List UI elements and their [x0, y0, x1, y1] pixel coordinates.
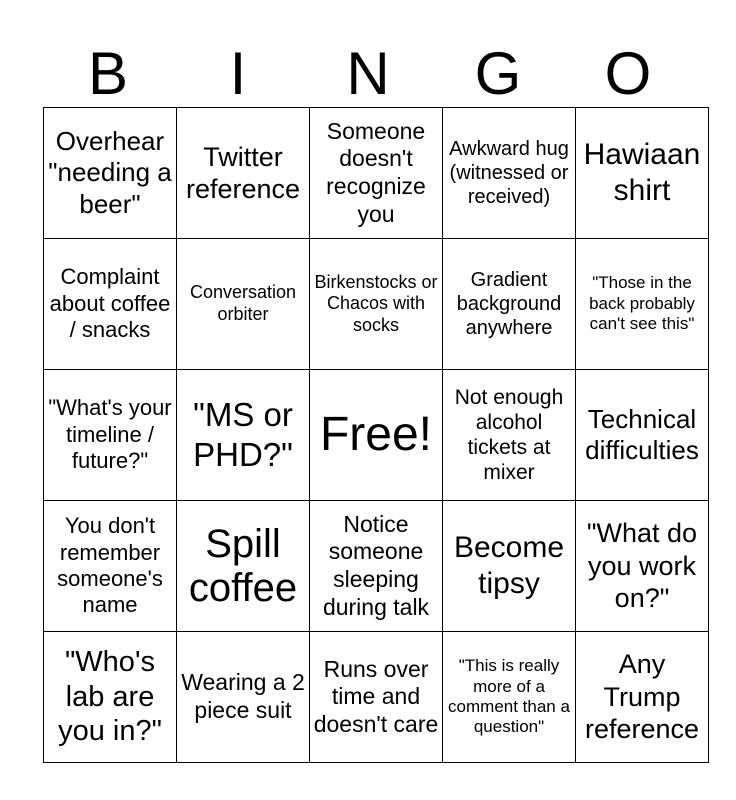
bingo-cell: "Who's lab are you in?" [44, 632, 177, 763]
grid-row [44, 632, 709, 763]
bingo-cell: Runs over time and doesn't care [310, 632, 443, 763]
bingo-cell: Technical difficulties [576, 370, 709, 501]
grid-row [44, 108, 709, 239]
header-letter-o: O [604, 40, 652, 107]
bingo-header [43, 40, 693, 108]
bingo-cell: You don't remember someone's name [44, 501, 177, 632]
bingo-cell: Conversation orbiter [177, 239, 310, 370]
bingo-cell: Gradient background anywhere [443, 239, 576, 370]
bingo-cell: Overhear "needing a beer" [44, 108, 177, 239]
bingo-grid [43, 107, 709, 763]
bingo-cell: Wearing a 2 piece suit [177, 632, 310, 763]
bingo-cell: "What's your timeline / future?" [44, 370, 177, 501]
bingo-cell: Complaint about coffee / snacks [44, 239, 177, 370]
bingo-cell: "This is really more of a comment than a question" [443, 632, 576, 763]
bingo-cell: Become tipsy [443, 501, 576, 632]
bingo-cell: "Those in the back probably can't see this" [576, 239, 709, 370]
grid-row [44, 370, 709, 501]
bingo-cell: Notice someone sleeping during talk [310, 501, 443, 632]
bingo-cell: Hawiaan shirt [576, 108, 709, 239]
grid-row [44, 501, 709, 632]
bingo-cell: Birkenstocks or Chacos with socks [310, 239, 443, 370]
header-letter-i: I [229, 40, 247, 107]
bingo-cell: Twitter reference [177, 108, 310, 239]
header-letter-b: B [87, 40, 129, 107]
bingo-cell: "MS or PHD?" [177, 370, 310, 501]
header-letter-g: G [474, 40, 522, 107]
grid-row [44, 239, 709, 370]
bingo-cell: "What do you work on?" [576, 501, 709, 632]
bingo-cell: Any Trump reference [576, 632, 709, 763]
header-letter-n: N [346, 40, 390, 107]
bingo-cell: Spill coffee [177, 501, 310, 632]
bingo-cell: Someone doesn't recognize you [310, 108, 443, 239]
bingo-cell: Not enough alcohol tickets at mixer [443, 370, 576, 501]
free-space: Free! [310, 370, 443, 501]
bingo-cell: Awkward hug (witnessed or received) [443, 108, 576, 239]
